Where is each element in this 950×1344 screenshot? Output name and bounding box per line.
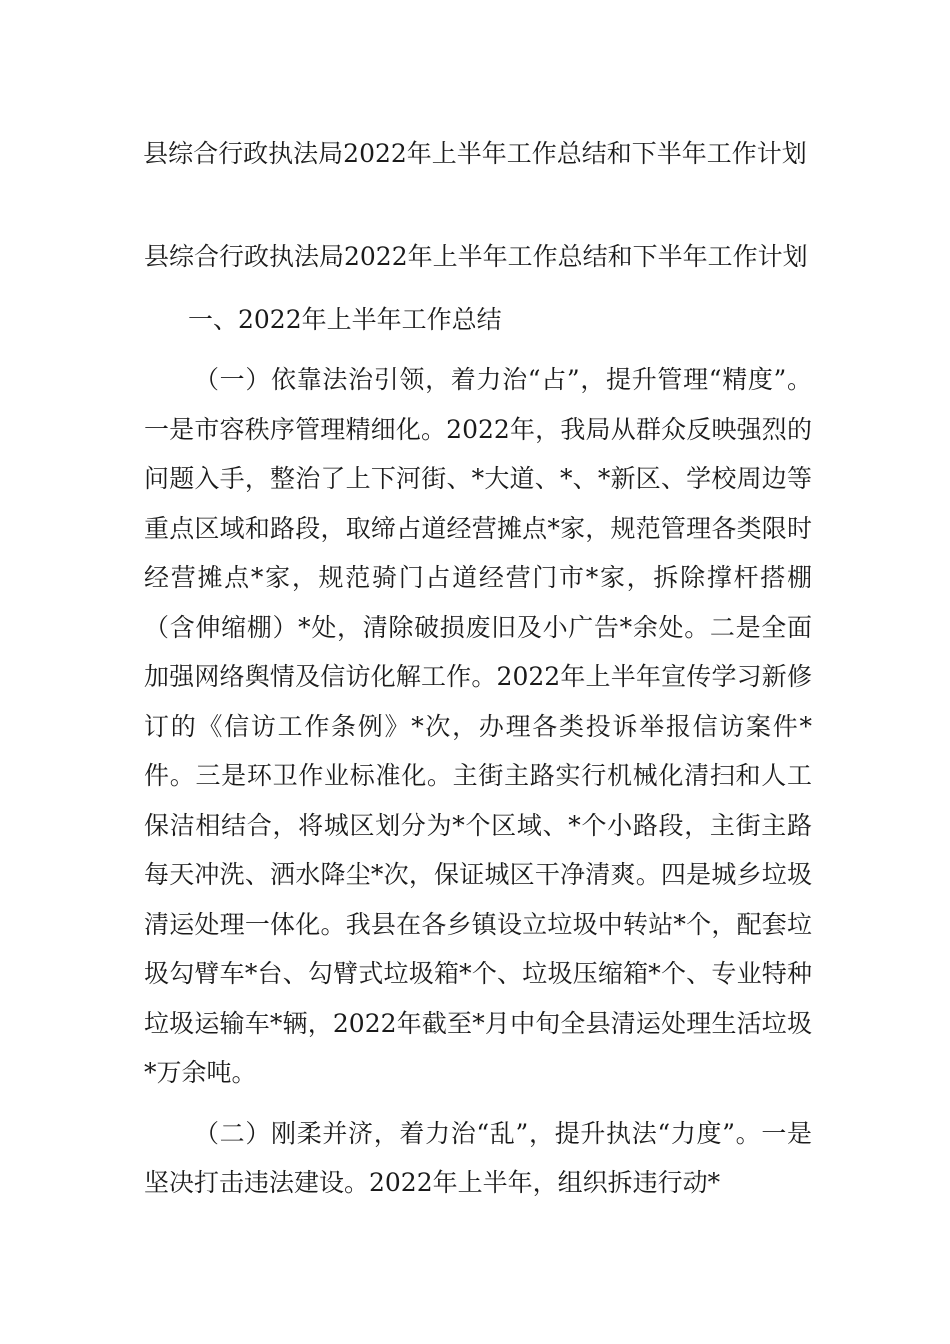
body-paragraph: （二）刚柔并济，着力治“乱”，提升执法“力度”。一是坚决打击违法建设。2022年上半年，组织拆违行动*	[144, 1118, 812, 1197]
section-heading: 一、2022年上半年工作总结	[188, 304, 502, 334]
repeated-title: 县综合行政执法局2022年上半年工作总结和下半年工作计划	[144, 242, 808, 271]
body-paragraph: （一）依靠法治引领，着力治“占”，提升管理“精度”。一是市容秩序管理精细化。2022年，我局从群众反映强烈的问题入手，整治了上下河街、*大道、*、*新区、学校周边等重点区域和路段，取缔占道经营摊点*家，规范管理各类限时经营摊点*家，规范骑门占道经营门市*家，拆除撑杆搭棚（含伸缩棚）*处，清除破损废旧及小广告*余处。二是全面加强网络舆情及信访化解工作。2022年上半年宣传学习新修订的《信访工作条例》*次，办理各类投诉举报信访案件*件。三是环卫作业标准化。主街主路实行机械化清扫和人工保洁相结合，将城区划分为*个区域、*个小路段，主街主路每天冲洗、洒水降尘*次，保证城区干净清爽。四是城乡垃圾清运处理一体化。我县在各乡镇设立垃圾中转站*个，配套垃圾勾臂车*台、勾臂式垃圾箱*个、垃圾压缩箱*个、专业特种垃圾运输车*辆，2022年截至*月中旬全县清运处理生活垃圾*万余吨。	[144, 365, 813, 1087]
document-body	[144, 232, 812, 1219]
document-title: 县综合行政执法局2022年上半年工作总结和下半年工作计划	[143, 139, 807, 168]
